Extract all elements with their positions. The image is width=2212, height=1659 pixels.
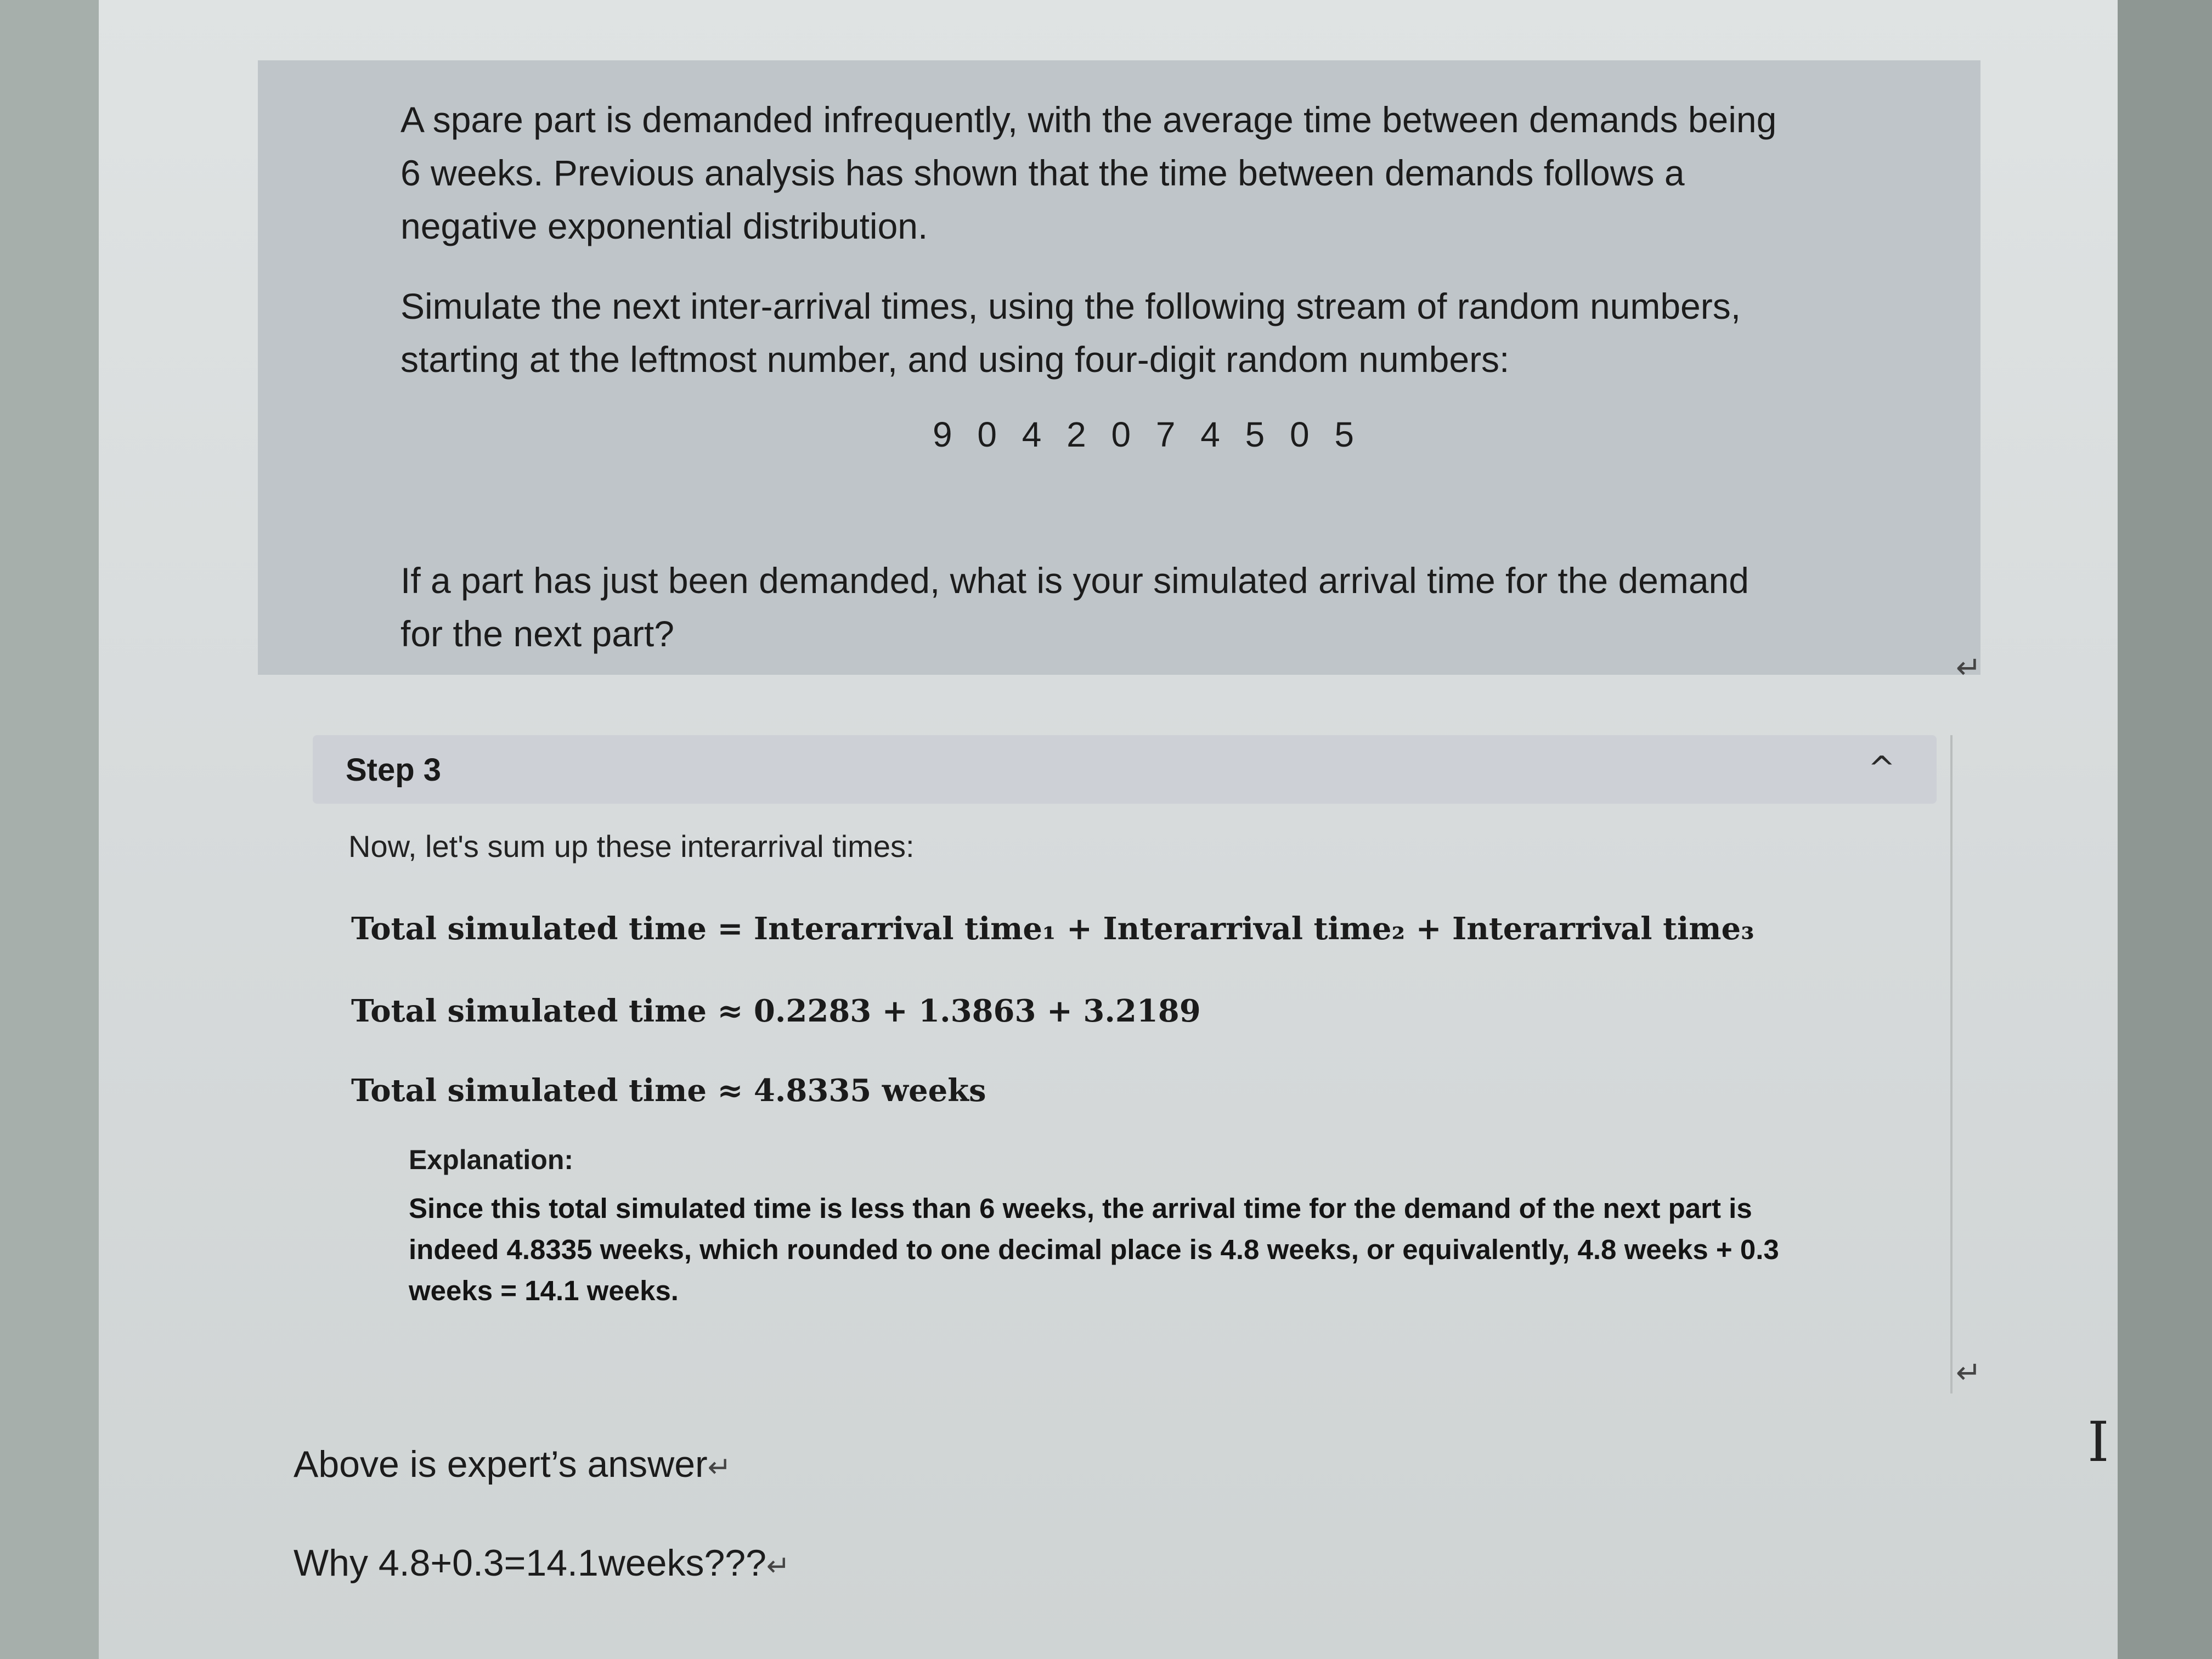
math-line-sum-formula: Total simulated time = Interarrival time₁ + Interarrival time₂ + Interarrival time₃ bbox=[351, 911, 1754, 947]
explanation-text: Since this total simulated time is less than 6 weeks, the arrival time for the demand of the next part is indeed 4.8335 weeks, which rounded to one decimal place is 4.8 weeks, or equivalently, 4.8 weeks + 0.3 weeks = 14.1 weeks. bbox=[409, 1193, 1779, 1306]
return-mark-icon: ↵ bbox=[1956, 1355, 1982, 1391]
left-window-edge bbox=[0, 0, 99, 1659]
chevron-up-icon[interactable]: ^ bbox=[1867, 749, 1895, 788]
note-text-2: Why 4.8+0.3=14.1weeks??? bbox=[294, 1542, 766, 1584]
note-line-2[interactable] bbox=[294, 1542, 791, 1584]
question-paragraph-2: Simulate the next inter-arrival times, using the following stream of random numbers, starting at the leftmost number, and using four-digit random numbers: bbox=[400, 286, 1741, 380]
random-number-stream: 9 0 4 2 0 7 4 5 0 5 bbox=[933, 415, 1362, 454]
math-line-total: Total simulated time ≈ 4.8335 weeks bbox=[351, 1073, 986, 1109]
explanation-label: Explanation: bbox=[409, 1144, 574, 1175]
text-cursor-icon: I bbox=[2087, 1410, 2109, 1474]
question-block bbox=[258, 60, 1980, 675]
question-paragraph-3: If a part has just been demanded, what is your simulated arrival time for the demand for the next part? bbox=[400, 560, 1749, 654]
note-line-1[interactable] bbox=[294, 1443, 731, 1486]
math-line-sum-values: Total simulated time ≈ 0.2283 + 1.3863 + 3.2189 bbox=[351, 993, 1201, 1029]
question-paragraph-1: A spare part is demanded infrequently, with the average time between demands being 6 weeks. Previous analysis has shown that the time between demands follows a negative exponential distribution. bbox=[400, 99, 1777, 246]
paragraph-mark-icon: ↵ bbox=[766, 1550, 791, 1583]
step-divider bbox=[1950, 735, 1953, 1393]
step-intro: Now, let's sum up these interarrival times: bbox=[348, 829, 915, 864]
note-text-1: Above is expert’s answer bbox=[294, 1443, 708, 1485]
paragraph-mark-icon: ↵ bbox=[707, 1451, 732, 1484]
step-header[interactable] bbox=[313, 735, 1937, 804]
return-mark-icon: ↵ bbox=[1956, 650, 1982, 686]
step-title: Step 3 bbox=[346, 752, 442, 788]
